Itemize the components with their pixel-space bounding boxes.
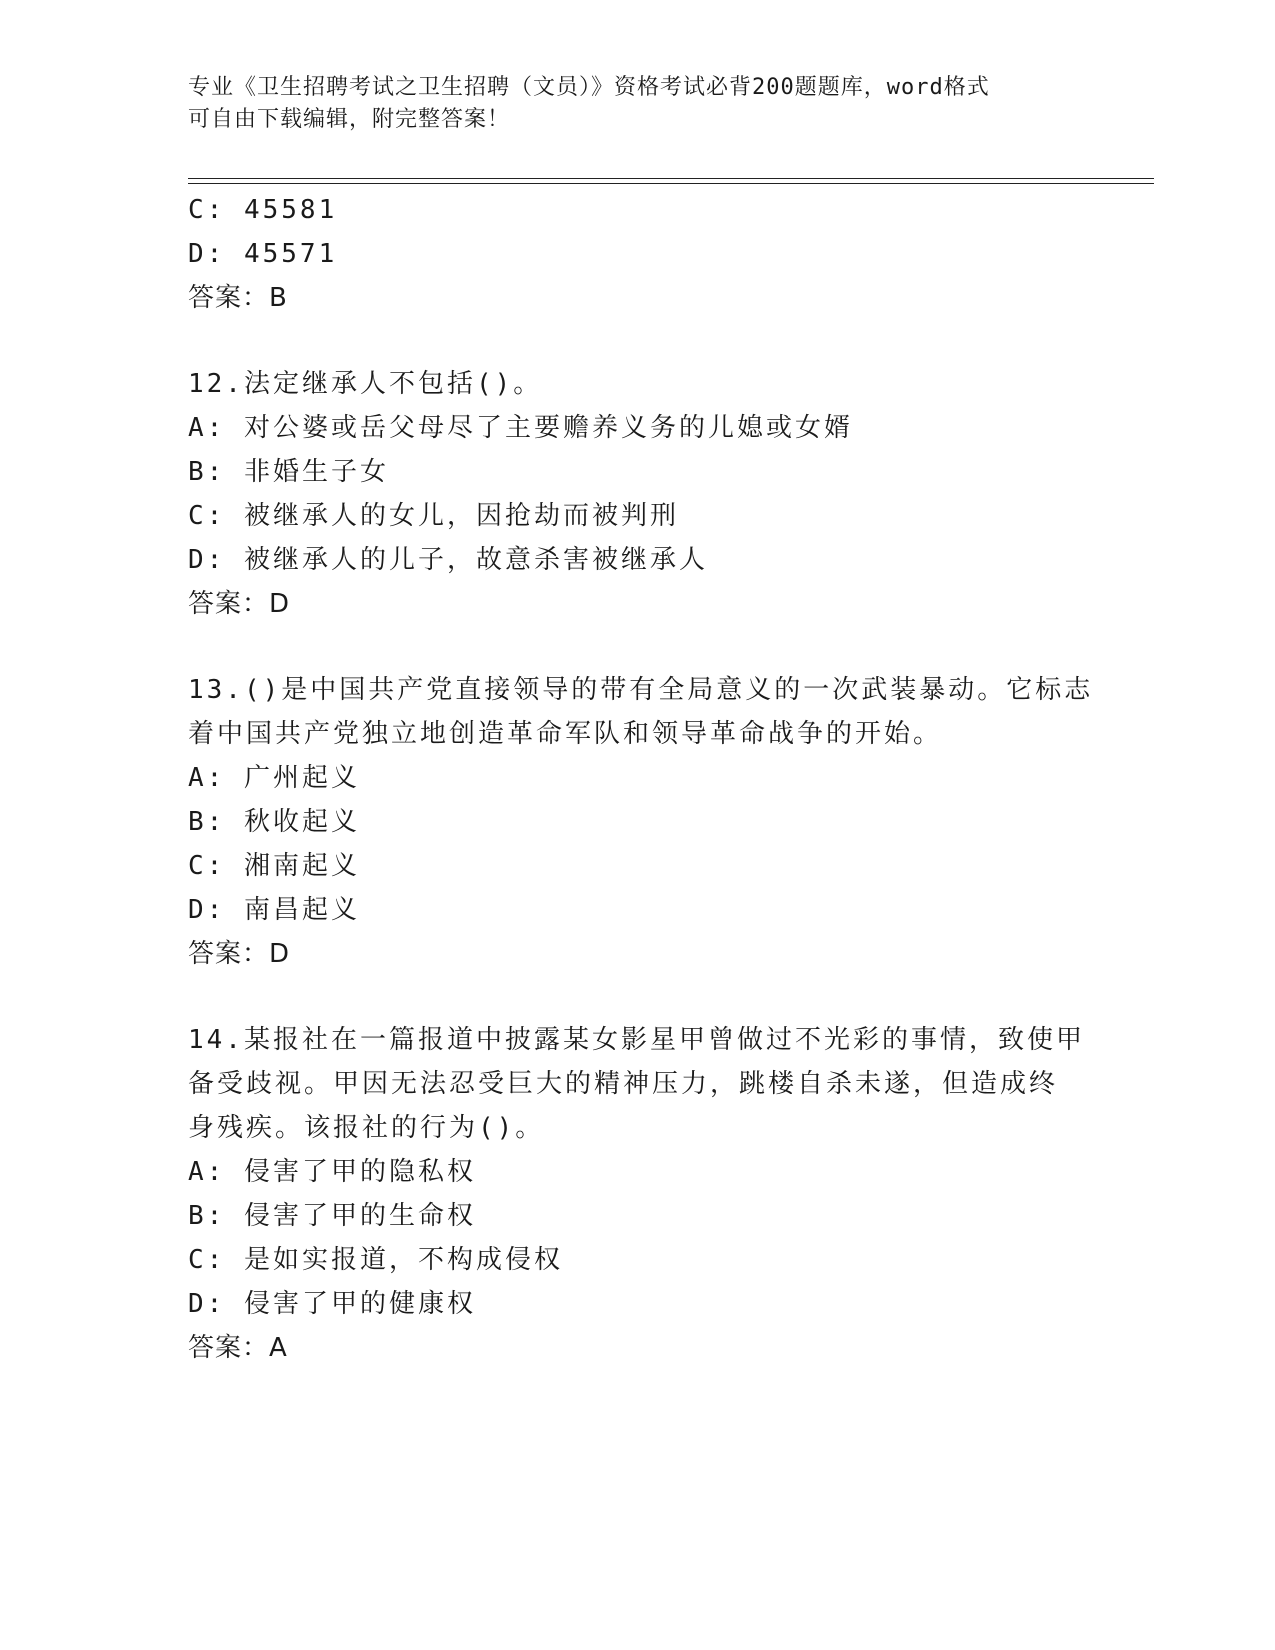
header-title-line-2: 可自由下载编辑，附完整答案！ (188, 107, 511, 132)
header-divider-bottom (188, 183, 1154, 184)
q13-stem-line-1: 13.()是中国共产党直接领导的带有全局意义的一次武装暴动。它标志 (188, 675, 1094, 705)
q13-option-d: D: 南昌起义 (188, 895, 360, 925)
prev-option-c: C: 45581 (188, 195, 338, 225)
q13-answer: 答案：D (188, 939, 291, 969)
q14-stem-line-1: 14.某报社在一篇报道中披露某女影星甲曾做过不光彩的事情，致使甲 (188, 1025, 1085, 1055)
document-header (188, 72, 1088, 136)
header-title-line-1: 专业《卫生招聘考试之卫生招聘（文员）》资格考试必背200题题库，word格式 (188, 75, 990, 100)
q14-option-d: D: 侵害了甲的健康权 (188, 1289, 476, 1319)
q13-option-c: C: 湘南起义 (188, 851, 360, 881)
q13-option-b: B: 秋收起义 (188, 807, 360, 837)
q13-stem-line-2: 着中国共产党独立地创造革命军队和领导革命战争的开始。 (188, 719, 943, 749)
q14-stem-line-3: 身残疾。该报社的行为()。 (188, 1113, 545, 1143)
q14-stem-line-2: 备受歧视。甲因无法忍受巨大的精神压力，跳楼自杀未遂，但造成终 (188, 1069, 1059, 1099)
prev-answer: 答案：B (188, 283, 288, 313)
q14-option-c: C: 是如实报道，不构成侵权 (188, 1245, 563, 1275)
q12-answer: 答案：D (188, 589, 291, 619)
q12-option-d: D: 被继承人的儿子，故意杀害被继承人 (188, 545, 708, 575)
q14-option-a: A: 侵害了甲的隐私权 (188, 1157, 476, 1187)
q13-option-a: A: 广州起义 (188, 763, 360, 793)
q12-stem: 12.法定继承人不包括()。 (188, 369, 543, 399)
q14-option-b: B: 侵害了甲的生命权 (188, 1201, 476, 1231)
header-divider-top (188, 178, 1154, 179)
prev-option-d: D: 45571 (188, 239, 338, 269)
q12-option-a: A: 对公婆或岳父母尽了主要赡养义务的儿媳或女婿 (188, 413, 853, 443)
q12-option-b: B: 非婚生子女 (188, 457, 389, 487)
q14-answer: 答案：A (188, 1333, 288, 1363)
q12-option-c: C: 被继承人的女儿，因抢劫而被判刑 (188, 501, 679, 531)
